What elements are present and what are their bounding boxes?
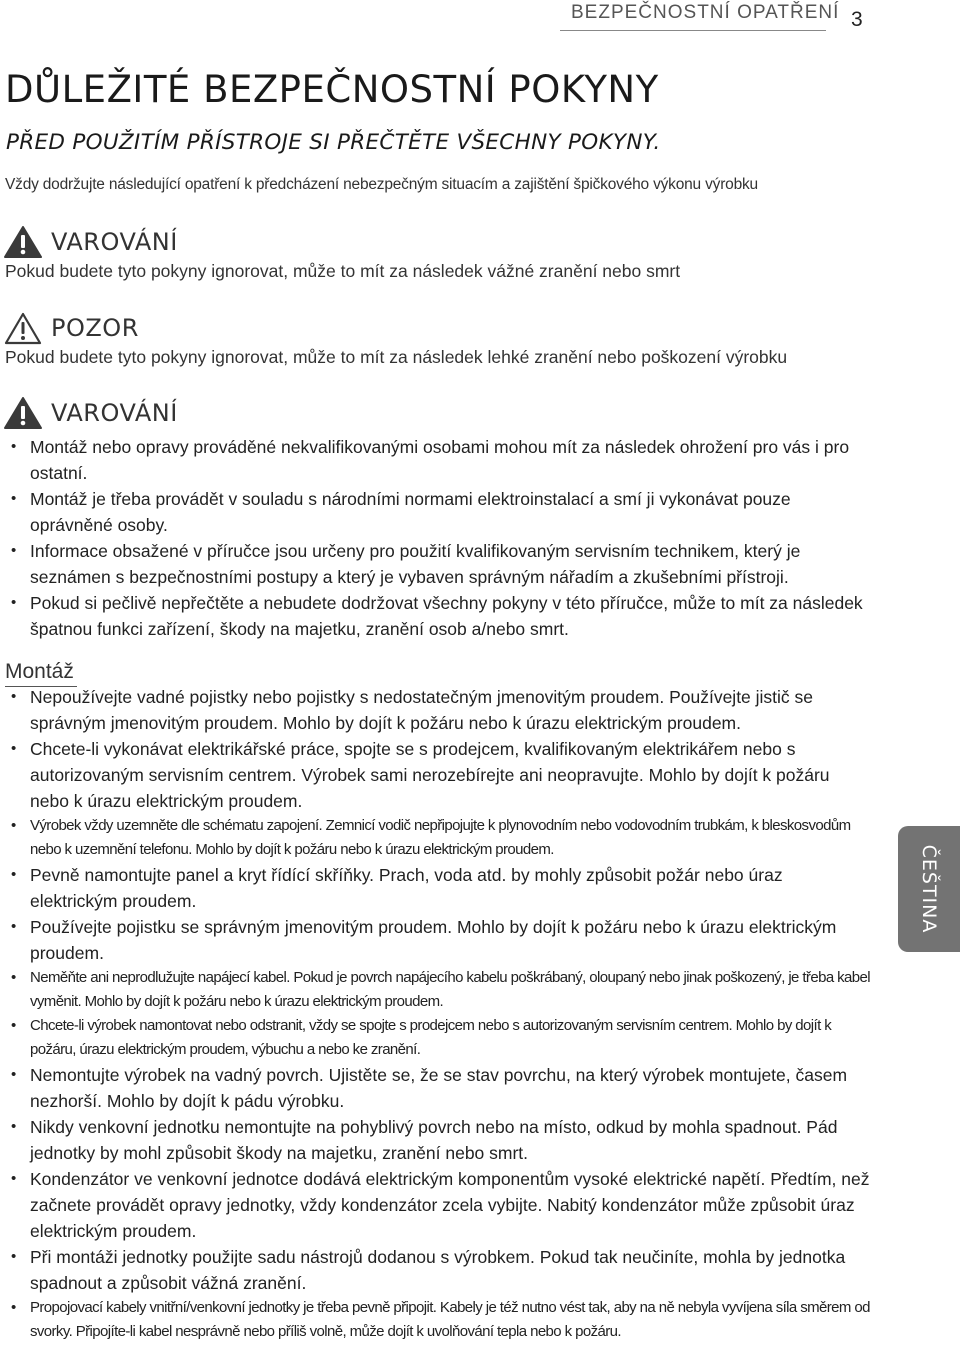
language-tab [898, 826, 960, 952]
warning-item: • Informace obsažené v příručce jsou určeny pro použití kvalifikovaným servisním technikem, který je seznámen s bezpečnostními postupy a který je vybaven správným nářadím a zkušebními přístroji. [11, 538, 871, 590]
page-subtitle: PŘED POUŽITÍM PŘÍSTROJE SI PŘEČTĚTE VŠECHNY POKYNY. [6, 130, 661, 155]
language-tab-label: ČEŠTINA [918, 844, 940, 934]
warning-item: • Montáž nebo opravy prováděné nekvalifikovanými osobami mohou mít za následek ohrožení pro vás i pro ostatní. [11, 434, 871, 486]
header-divider [560, 30, 826, 31]
installation-item: • Kondenzátor ve venkovní jednotce dodává elektrickým komponentům vysoké elektrické napětí. Předtím, než začnete provádět opravy jednotky, vždy kondenzátor zcela vybijte. Nabitý kondenzátor může způsobit úraz elektrickým proudem. [11, 1166, 871, 1244]
running-header: BEZPEČNOSTNÍ OPATŘENÍ [571, 2, 840, 23]
installation-item: • Nepoužívejte vadné pojistky nebo pojistky s nedostatečným jmenovitým proudem. Používejte jistič se správným jmenovitým proudem. Mohlo by dojít k požáru nebo k úrazu elektrickým proudem. [11, 684, 871, 736]
legend-warning-title: VAROVÁNÍ [51, 228, 178, 256]
warning-icon [3, 396, 43, 430]
intro-text: Vždy dodržujte následující opatření k předcházení nebezpečným situacím a zajištění špičkového výkonu výrobku [5, 176, 758, 193]
legend-caution-description: Pokud budete tyto pokyny ignorovat, může to mít za následek lehké zranění nebo poškození výrobku [5, 347, 788, 367]
caution-icon [3, 311, 43, 345]
installation-list [11, 684, 871, 1344]
page-title: DŮLEŽITÉ BEZPEČNOSTNÍ POKYNY [5, 68, 659, 111]
warning-icon [3, 225, 43, 259]
warning-block-title: VAROVÁNÍ [51, 399, 178, 427]
installation-item: • Propojovací kabely vnitřní/venkovní jednotky je třeba pevně připojit. Kabely je též nutno vést tak, aby na ně nebyla vyvíjena síla směrem od svorky. Připojíte-li kabel nesprávně nebo příliš volně, může dojít k uvolňování tepla nebo k požáru. [11, 1296, 871, 1344]
warning-item: • Pokud si pečlivě nepřečtěte a nebudete dodržovat všechny pokyny v této příručce, může to mít za následek špatnou funkci zařízení, škody na majetku, zranění osob a/nebo smrt. [11, 590, 871, 642]
installation-heading: Montáž [5, 660, 74, 683]
installation-item: • Neměňte ani neprodlužujte napájecí kabel. Pokud je povrch napájecího kabelu poškrábaný, oloupaný nebo jinak poškozený, je třeba kabel vyměnit. Mohlo by dojít k požáru nebo k úrazu elektrickým proudem. [11, 966, 871, 1014]
legend-warning-heading [3, 225, 178, 259]
installation-item: • Při montáži jednotky použijte sadu nástrojů dodanou s výrobkem. Pokud tak neučiníte, mohla by jednotka spadnout a způsobit vážná zranění. [11, 1244, 871, 1296]
installation-item: • Výrobek vždy uzemněte dle schématu zapojení. Zemnicí vodič nepřipojujte k plynovodním nebo vodovodním trubkám, k bleskosvodům nebo k uzemnění telefonu. Mohlo by dojít k požáru nebo k úrazu elektrickým proudem. [11, 814, 871, 862]
installation-item: • Používejte pojistku se správným jmenovitým proudem. Mohlo by dojít k požáru nebo k úrazu elektrickým proudem. [11, 914, 871, 966]
legend-warning-description: Pokud budete tyto pokyny ignorovat, může to mít za následek vážné zranění nebo smrt [5, 261, 681, 281]
installation-item: • Chcete-li vykonávat elektrikářské práce, spojte se s prodejcem, kvalifikovaným elektrikářem nebo s autorizovaným servisním centrem. Výrobek sami nerozebírejte ani neopravujte. Mohlo by dojít k požáru nebo k úrazu elektrickým proudem. [11, 736, 871, 814]
warning-item: • Montáž je třeba provádět v souladu s národními normami elektroinstalací a smí ji vykonávat pouze oprávněné osoby. [11, 486, 871, 538]
installation-item: • Nemontujte výrobek na vadný povrch. Ujistěte se, že se stav povrchu, na který výrobek montujete, časem nezhorší. Mohlo by dojít k pádu výrobku. [11, 1062, 871, 1114]
installation-item: • Pevně namontujte panel a kryt řídící skříňky. Prach, voda atd. by mohly způsobit požár nebo úraz elektrickým proudem. [11, 862, 871, 914]
installation-item: • Chcete-li výrobek namontovat nebo odstranit, vždy se spojte s prodejcem nebo s autorizovaným servisním centrem. Mohlo by dojít k požáru, úrazu elektrickým proudem, výbuchu a nebo ke zranění. [11, 1014, 871, 1062]
warning-block-heading [3, 396, 178, 430]
warning-list [11, 434, 871, 642]
legend-caution-heading [3, 311, 139, 345]
legend-caution-title: POZOR [51, 314, 139, 342]
installation-item: • Nikdy venkovní jednotku nemontujte na pohyblivý povrch nebo na místo, odkud by mohla spadnout. Pád jednotky by mohl způsobit škody na majetku, zranění nebo smrt. [11, 1114, 871, 1166]
page-number: 3 [851, 8, 863, 31]
